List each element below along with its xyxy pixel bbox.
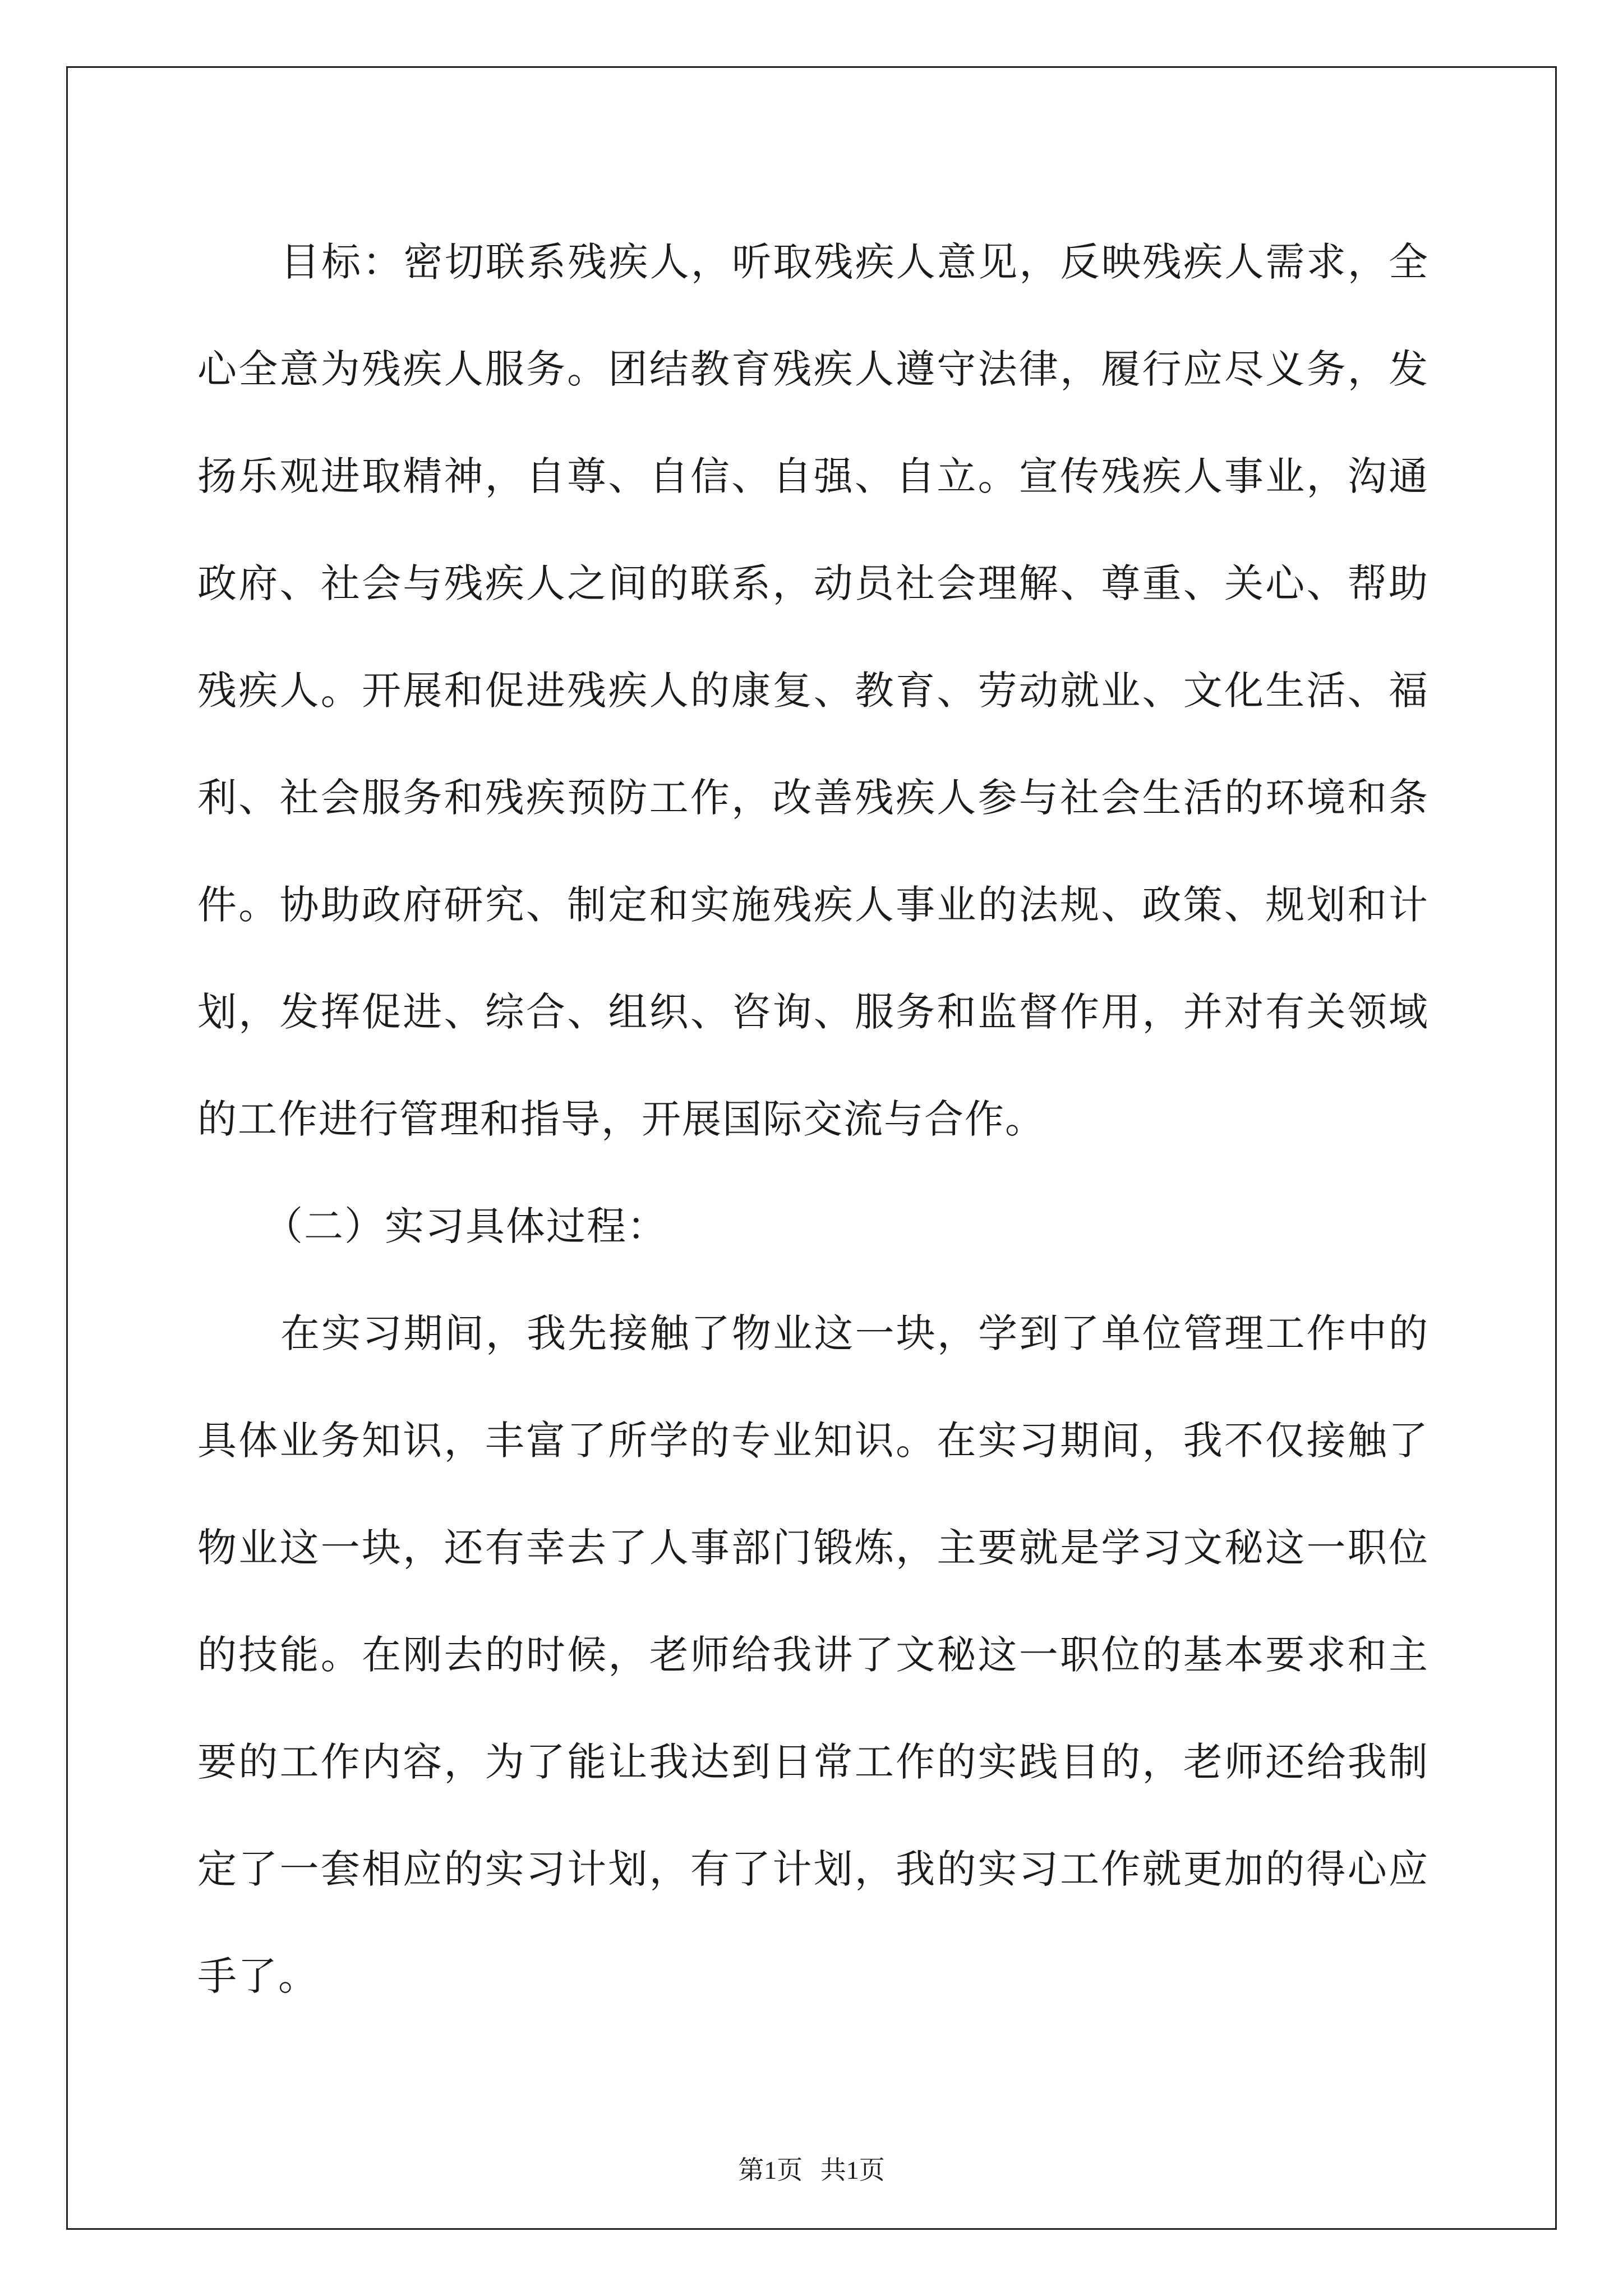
page-number: 第1页 bbox=[738, 2156, 803, 2184]
paragraph-internship-process: 在实习期间，我先接触了物业这一块，学到了单位管理工作中的具体业务知识，丰富了所学的专业知识。在实习期间，我不仅接触了物业这一块，还有幸去了人事部门锻炼，主要就是学习文秘这一职位的技能。在刚去的时候，老师给我讲了文秘这一职位的基本要求和主要的工作内容，为了能让我达到日常工作的实践目的，老师还给我制定了一套相应的实习计划，有了计划，我的实习工作就更加的得心应手了。 bbox=[197, 1310, 1429, 1999]
paragraph-goals: 目标：密切联系残疾人，听取残疾人意见，反映残疾人需求，全心全意为残疾人服务。团结教育残疾人遵守法律，履行应尽义务，发扬乐观进取精神，自尊、自信、自强、自立。宣传残疾人事业，沟通政府、社会与残疾人之间的联系，动员社会理解、尊重、关心、帮助残疾人。开展和促进残疾人的康复、教育、劳动就业、文化生活、福利、社会服务和残疾预防工作，改善残疾人参与社会生活的环境和条件。协助政府研究、制定和实施残疾人事业的法规、政策、规划和计划，发挥促进、综合、组织、咨询、服务和监督作用，并对有关领域的工作进行管理和指导，开展国际交流与合作。 bbox=[197, 239, 1429, 1142]
section-heading: （二）实习具体过程： bbox=[264, 1203, 667, 1249]
page-footer bbox=[0, 2150, 1623, 2187]
page-total: 共1页 bbox=[820, 2156, 885, 2184]
document-body bbox=[197, 209, 1429, 2030]
